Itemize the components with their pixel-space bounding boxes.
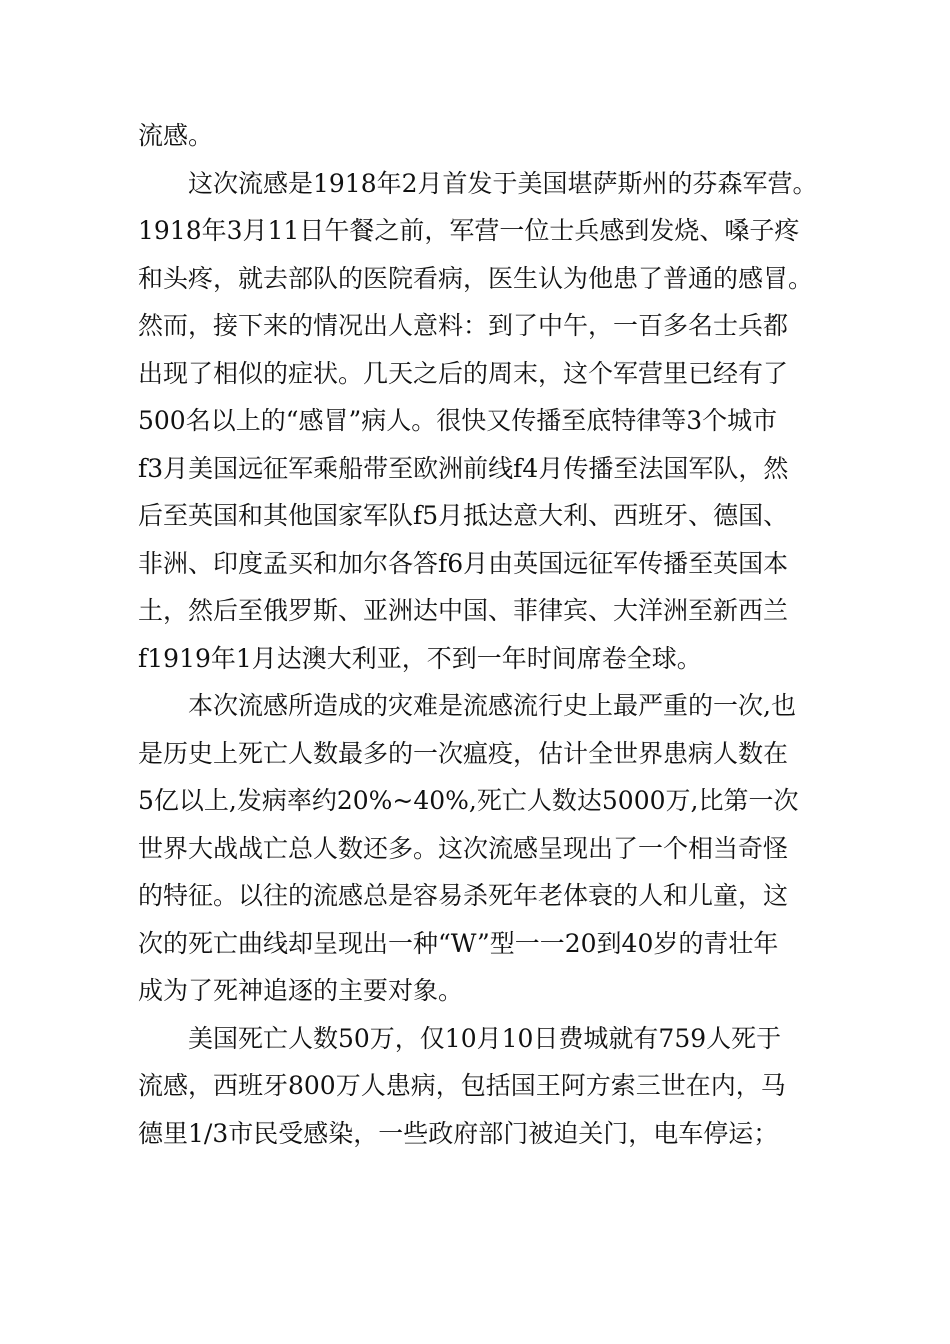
text-line: 然而，接下来的情况出人意料：到了中午，一百多名士兵都 xyxy=(138,311,789,340)
text-line: 500名以上的“感冒”病人。很快又传播至底特律等3个城市 xyxy=(138,406,778,435)
text-line: 土，然后至俄罗斯、亚洲达中国、菲律宾、大洋洲至新西兰 xyxy=(138,596,789,625)
text-line: 的特征。以往的流感总是容易杀死年老体衰的人和儿童，这 xyxy=(138,881,789,910)
text-line: 后至英国和其他国家军队f5月抵达意大利、西班牙、德国、 xyxy=(138,501,789,530)
text-line: 美国死亡人数50万，仅10月10日费城就有759人死于 xyxy=(188,1023,782,1053)
text-line: 非洲、印度孟买和加尔各答f6月由英国远征军传播至英国本 xyxy=(138,548,789,578)
text-line: 成为了死神追逐的主要对象。 xyxy=(138,976,464,1005)
text-line: 次的死亡曲线却呈现出一种“W”型一一20到40岁的青壮年 xyxy=(138,928,779,958)
text-line: 流感。 xyxy=(138,121,214,150)
text-line: 本次流感所造成的灾难是流感流行史上最严重的一次,也 xyxy=(188,691,796,720)
text-line: 5亿以上,发病率约20%~40%,死亡人数达5000万,比第一次 xyxy=(138,786,799,815)
text-line: 流感，西班牙800万人患病，包括国王阿方索三世在内，马 xyxy=(138,1071,786,1100)
text-line: 世界大战战亡总人数还多。这次流感呈现出了一个相当奇怪 xyxy=(138,833,789,863)
text-line: 是历史上死亡人数最多的一次瘟疫，估计全世界患病人数在 xyxy=(138,738,789,768)
text-line: 这次流感是1918年2月首发于美国堪萨斯州的芬森军营。 xyxy=(188,168,818,198)
text-line: f3月美国远征军乘船带至欧洲前线f4月传播至法国军队，然 xyxy=(138,453,789,483)
text-line: 和头疼，就去部队的医院看病，医生认为他患了普通的感冒。 xyxy=(138,263,814,293)
document-body xyxy=(138,112,838,1157)
text-line: f1919年1月达澳大利亚，不到一年时间席卷全球。 xyxy=(138,643,702,673)
text-line: 1918年3月11日午餐之前，军营一位士兵感到发烧、嗓子疼 xyxy=(138,216,800,245)
text-line: 德里1/3市民受感染，一些政府部门被迫关门，电车停运； xyxy=(138,1118,779,1148)
text-line: 出现了相似的症状。几天之后的周末，这个军营里已经有了 xyxy=(138,358,789,388)
